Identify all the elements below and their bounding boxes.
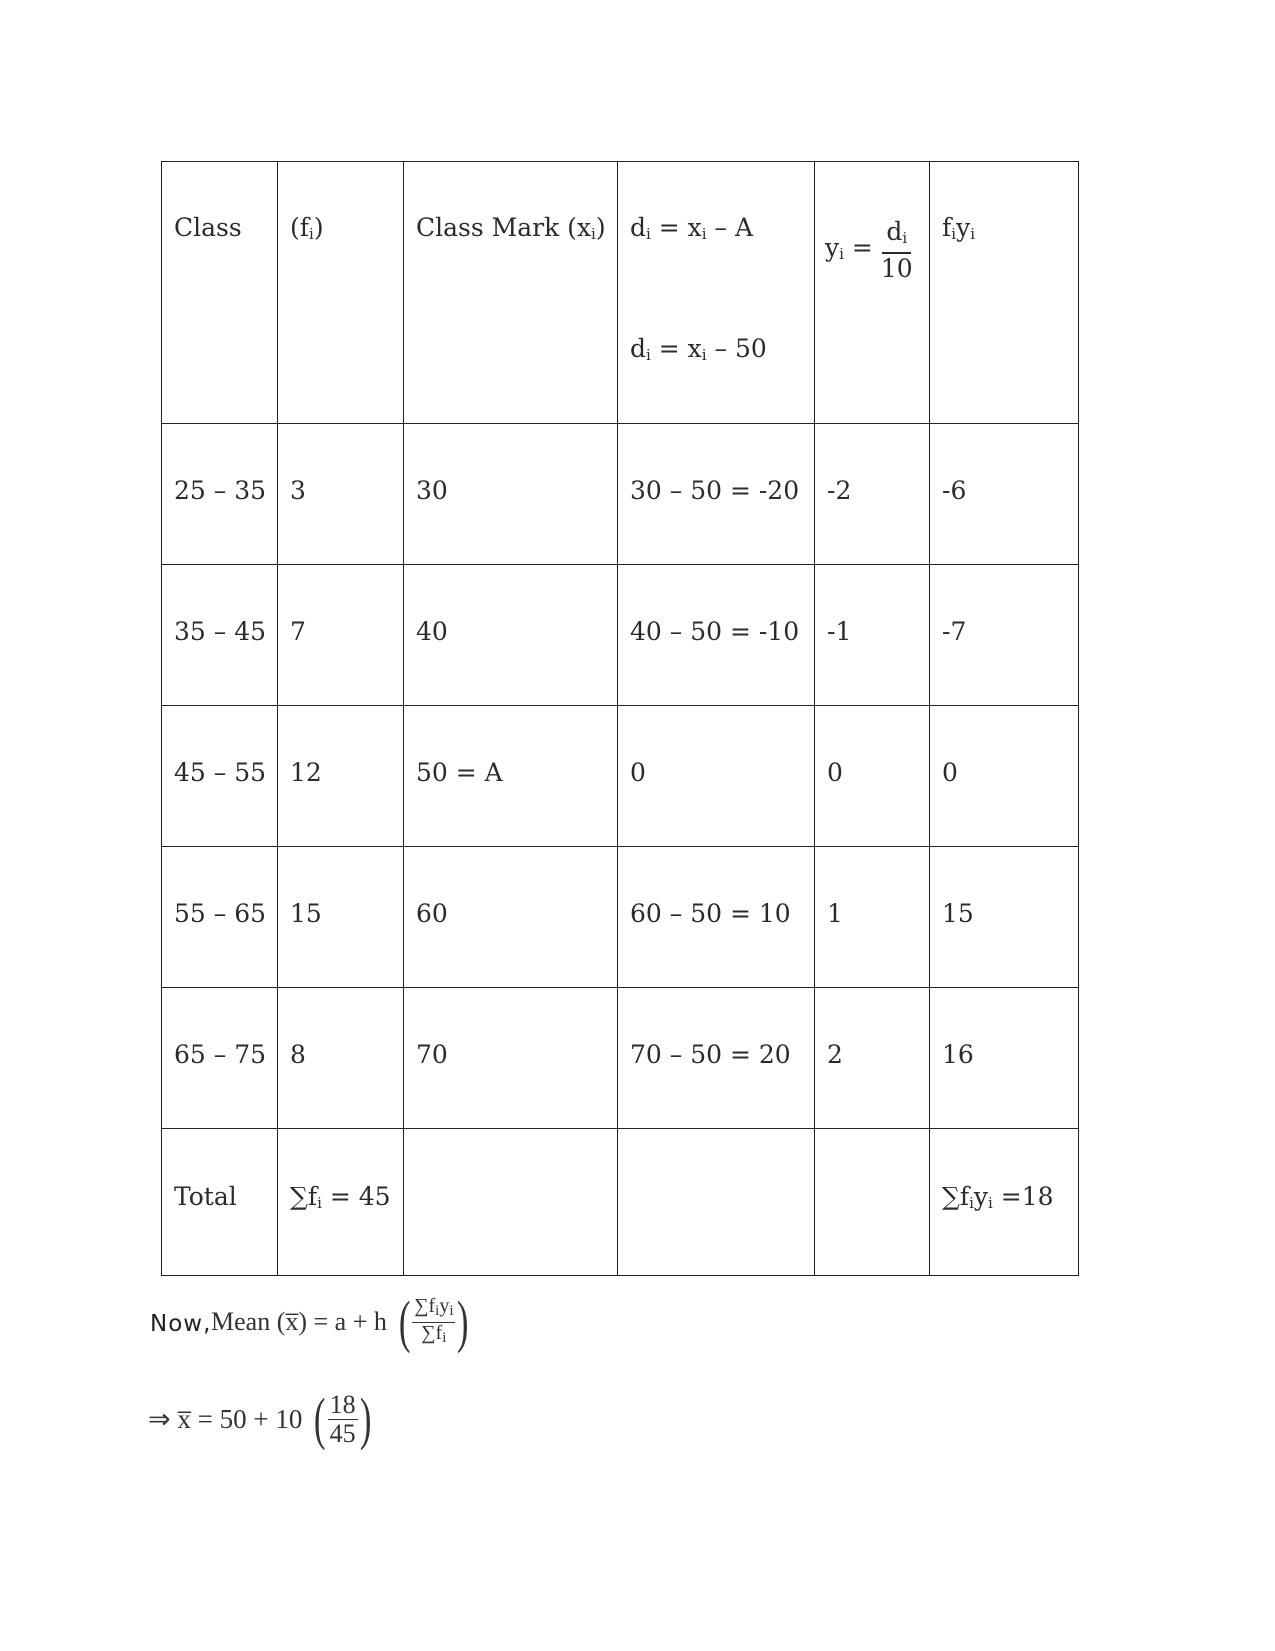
substitution-fraction: $\frac{18}{45}$ — [329, 1389, 356, 1448]
cell-y: 1 — [815, 847, 930, 988]
header-frequency: $(f_i)$ — [278, 162, 404, 424]
mean-formula: Mean (x̅) = a + h ( $\frac{\sum f_iy_i}{\sum f_i}$ ) — [211, 1289, 469, 1354]
total-label: Total — [162, 1129, 278, 1276]
header-class-mark: Class Mark $(x_i)$ — [404, 162, 618, 424]
cell-y: 2 — [815, 988, 930, 1129]
cell-class: 25 – 35 — [162, 424, 278, 565]
deviation-formula: $d_i = x_i - A$ — [630, 213, 754, 243]
table-row — [162, 565, 1079, 706]
cell-y: -2 — [815, 424, 930, 565]
table-row — [162, 988, 1079, 1129]
total-empty-cell — [815, 1129, 930, 1276]
frequency-table — [161, 161, 1079, 1276]
header-class: Class — [162, 162, 278, 424]
header-fy: $f_iy_i$ — [930, 162, 1079, 424]
cell-class-mark: 70 — [404, 988, 618, 1129]
cell-deviation: 0 — [618, 706, 815, 847]
cell-class-mark: 40 — [404, 565, 618, 706]
cell-frequency: 7 — [278, 565, 404, 706]
total-fy: $\sum f_iy_i =18$ — [930, 1129, 1079, 1276]
cell-fy: -6 — [930, 424, 1079, 565]
cell-y: 0 — [815, 706, 930, 847]
cell-frequency: 15 — [278, 847, 404, 988]
cell-frequency: 3 — [278, 424, 404, 565]
cell-y: -1 — [815, 565, 930, 706]
cell-fy: 16 — [930, 988, 1079, 1129]
cell-class: 35 – 45 — [162, 565, 278, 706]
table-row — [162, 706, 1079, 847]
cell-class-mark: 60 — [404, 847, 618, 988]
cell-frequency: 8 — [278, 988, 404, 1129]
table-row — [162, 847, 1079, 988]
header-deviation — [618, 162, 815, 424]
cell-frequency: 12 — [278, 706, 404, 847]
deviation-formula-specific: $d_i = x_i - 50$ — [630, 334, 767, 364]
cell-fy: 15 — [930, 847, 1079, 988]
total-empty-cell — [618, 1129, 815, 1276]
cell-class-mark: 50 = A — [404, 706, 618, 847]
cell-deviation: 70 – 50 = 20 — [618, 988, 815, 1129]
cell-deviation: 40 – 50 = -10 — [618, 565, 815, 706]
total-row — [162, 1129, 1079, 1276]
mean-substitution: ⇒ x̅ = 50 + 10 ( $\frac{18}{45}$ ) — [148, 1386, 372, 1451]
mean-fraction: $\frac{\sum f_iy_i}{\sum f_i}$ — [414, 1294, 454, 1346]
now-label: Now, — [150, 1311, 212, 1337]
cell-class-mark: 30 — [404, 424, 618, 565]
header-row — [162, 162, 1079, 424]
cell-fy: -7 — [930, 565, 1079, 706]
header-y — [815, 162, 930, 424]
table-row — [162, 424, 1079, 565]
cell-deviation: 30 – 50 = -20 — [618, 424, 815, 565]
total-empty-cell — [404, 1129, 618, 1276]
total-frequency: $\sum f_i = 45$ — [278, 1129, 404, 1276]
y-formula: $y_i$ = $\frac{d_i}{10}$ — [825, 217, 913, 283]
cell-fy: 0 — [930, 706, 1079, 847]
cell-deviation: 60 – 50 = 10 — [618, 847, 815, 988]
cell-class: 45 – 55 — [162, 706, 278, 847]
cell-class: 65 – 75 — [162, 988, 278, 1129]
cell-class: 55 – 65 — [162, 847, 278, 988]
